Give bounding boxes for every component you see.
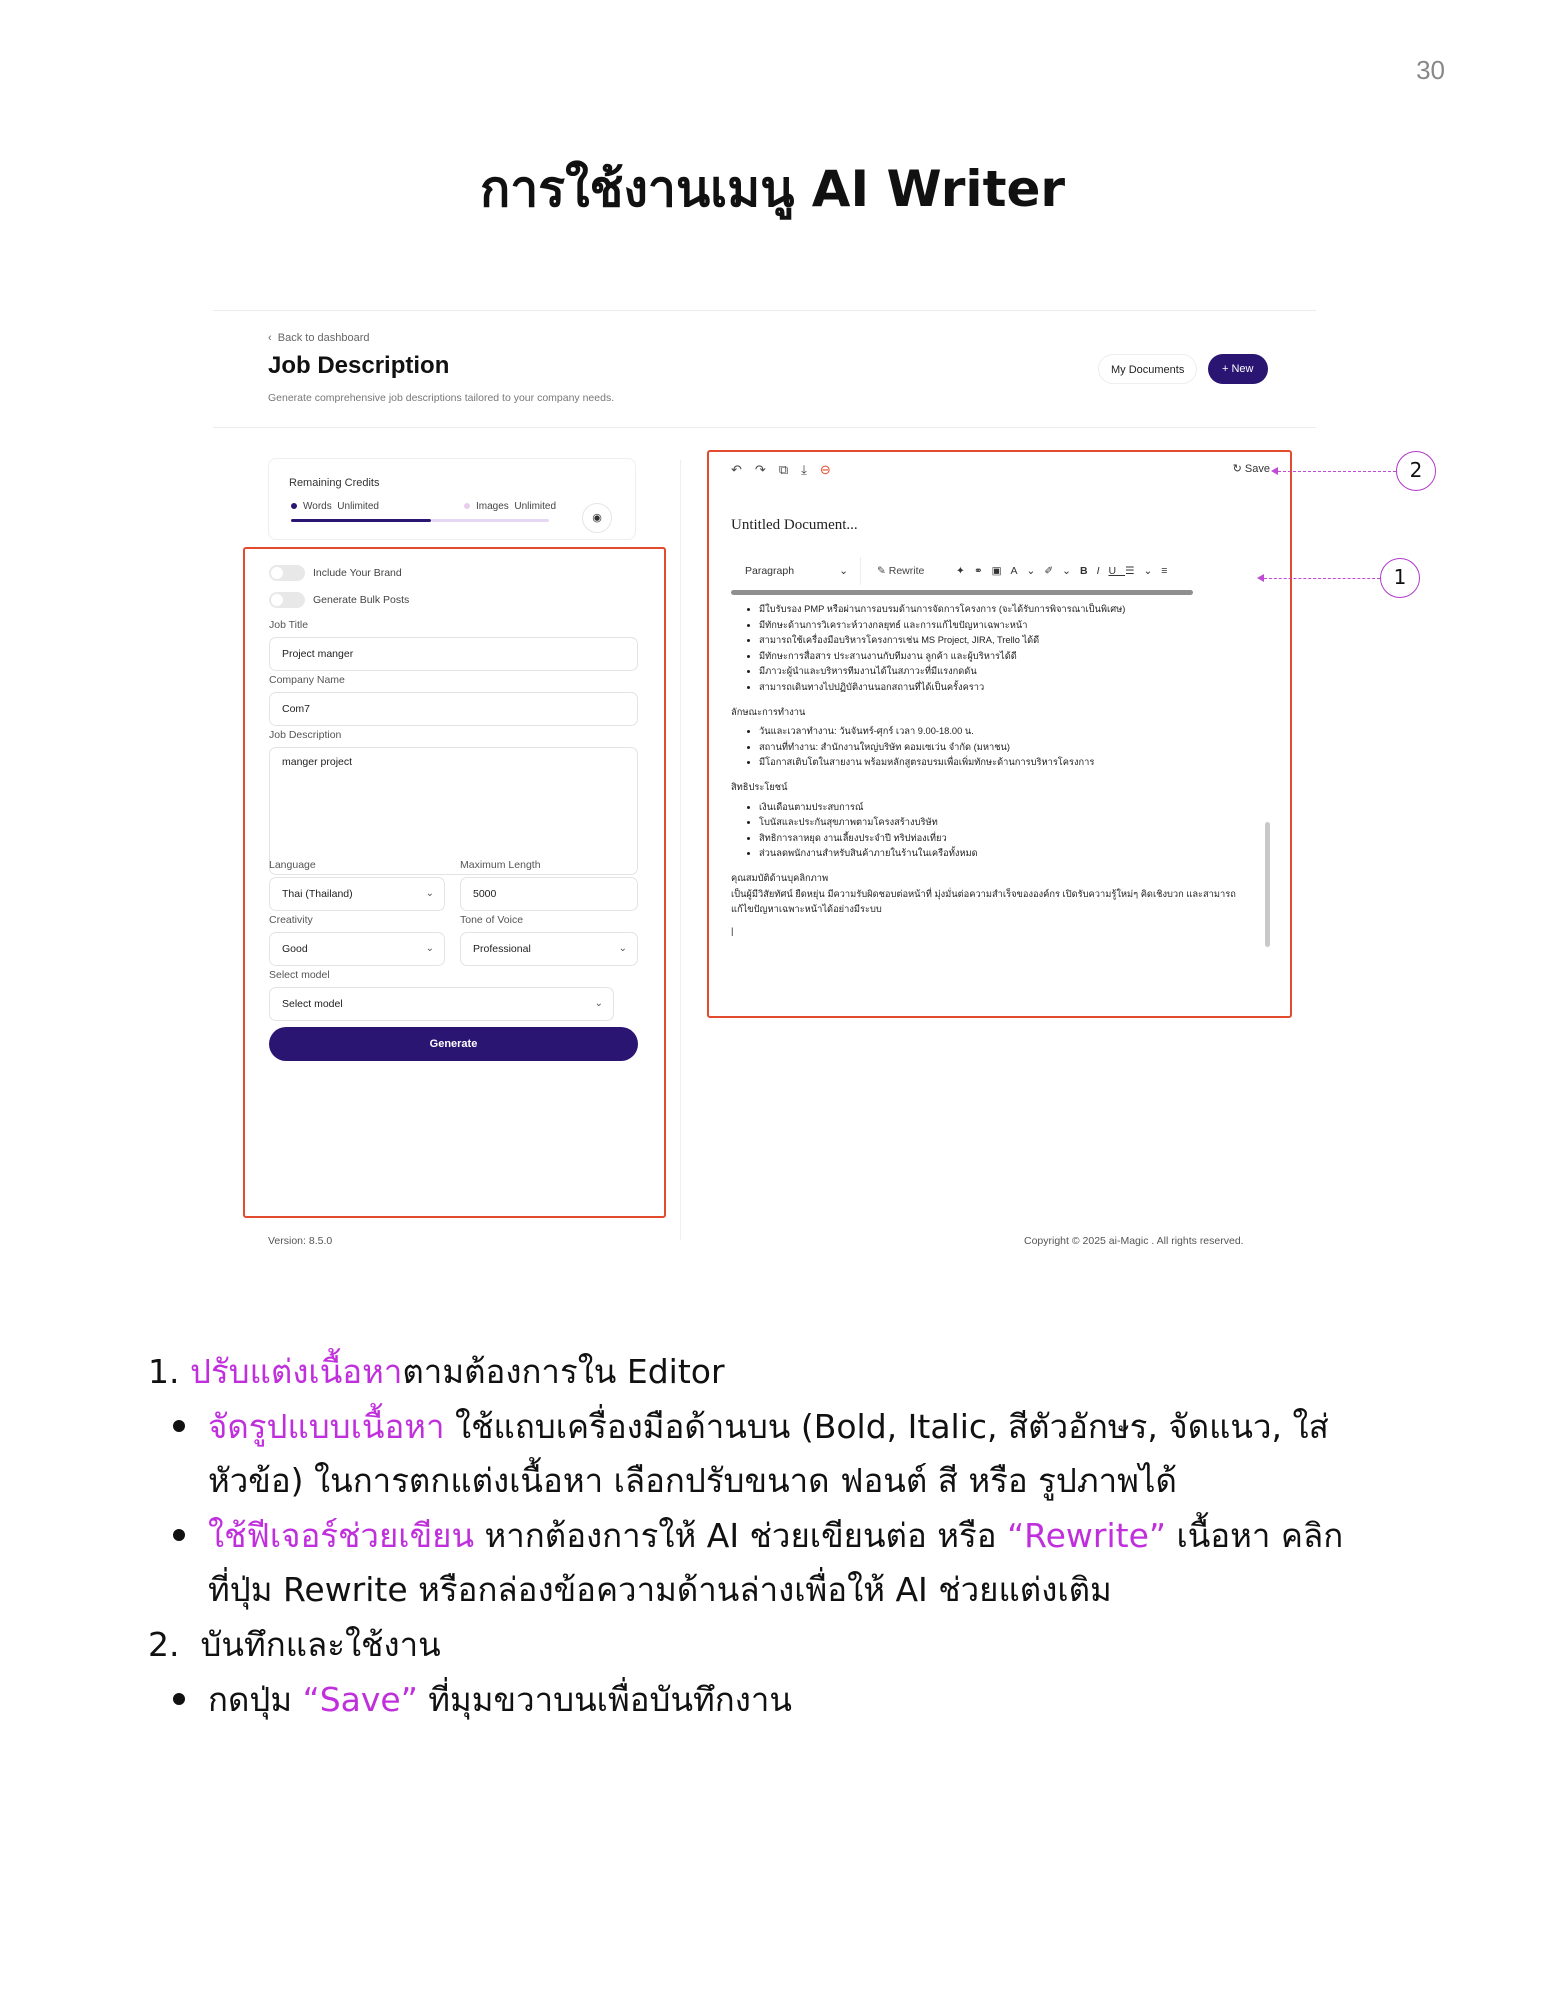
- images-credit: Images Unlimited: [464, 501, 556, 512]
- company-name-label: Company Name: [269, 674, 345, 686]
- list-item: • สามารถใช้เครื่องมือบริหารโครงการเช่น MS Project, JIRA, Trello ได้ดี: [759, 633, 1251, 649]
- bold-icon[interactable]: B: [1079, 565, 1097, 577]
- text-color-icon[interactable]: A⌄: [1010, 565, 1045, 577]
- images-dot-icon: [464, 503, 470, 509]
- bullet-icon: [173, 1529, 185, 1541]
- list-item: • สถานที่ทำงาน: สำนักงานใหญ่บริษัท คอมเซเว่น จำกัด (มหาชน): [759, 740, 1251, 756]
- job-title-label: Job Title: [269, 619, 309, 631]
- callout-arrow-1: [1257, 574, 1264, 582]
- generate-button[interactable]: Generate: [269, 1027, 638, 1061]
- back-link-label: Back to dashboard: [277, 332, 370, 344]
- top-divider: [213, 310, 1316, 311]
- tone-label: Tone of Voice: [460, 914, 524, 926]
- toggle-switch[interactable]: [269, 592, 305, 608]
- instruction-bullet-3: กดปุ่ม “Save” ที่มุมขวาบนเพื่อบันทึกงาน: [148, 1673, 1408, 1727]
- highlight-text: “Rewrite”: [1007, 1516, 1166, 1555]
- list-item: • เงินเดือนตามประสบการณ์: [759, 800, 1251, 816]
- section-heading: คุณสมบัติด้านบุคลิกภาพ: [731, 872, 829, 883]
- editor-top-actions: [731, 462, 844, 478]
- model-select[interactable]: Select model ⌄: [269, 987, 614, 1021]
- ai-writer-screenshot: [213, 310, 1316, 1260]
- highlight-icon[interactable]: ✐⌄: [1044, 565, 1080, 577]
- callout-line-1: [1264, 578, 1380, 579]
- include-brand-toggle[interactable]: Include Your Brand: [269, 565, 402, 581]
- save-button[interactable]: ↻ Save: [1232, 463, 1270, 475]
- personality-paragraph: เป็นผู้มีวิสัยทัศน์ ยืดหยุ่น มีความรับผิดชอบต่อหน้าที่ มุ่งมั่นต่อความสำเร็จขององค์กร เปิดรับความรู้ใหม่ๆ คิดเชิงบวก และสามารถแก้ไขปัญหาเฉพาะหน้าได้อย่างมีระบบ: [731, 888, 1236, 915]
- language-label: Language: [269, 859, 316, 871]
- column-divider: [680, 460, 681, 1240]
- callout-badge-1: 1: [1380, 558, 1420, 598]
- company-name-input[interactable]: Com7: [269, 692, 638, 726]
- editor-scrollbar[interactable]: [1265, 822, 1270, 947]
- callout-badge-2: 2: [1396, 451, 1436, 491]
- list-item: • ส่วนลดพนักงานสำหรับสินค้าภายในร้านในเครือทั้งหมด: [759, 846, 1251, 862]
- select-model-label: Select model: [269, 969, 330, 981]
- credits-title: Remaining Credits: [289, 477, 380, 489]
- version-text: Version: 8.5.0: [268, 1235, 333, 1247]
- bulk-posts-toggle[interactable]: Generate Bulk Posts: [269, 592, 409, 608]
- toolbar-scrollbar[interactable]: [731, 590, 1193, 595]
- language-select[interactable]: Thai (Thailand) ⌄: [269, 877, 445, 911]
- chevron-down-icon: ⌄: [618, 943, 627, 954]
- editor-content[interactable]: [731, 602, 1251, 1007]
- toggle-switch[interactable]: [269, 565, 305, 581]
- italic-icon[interactable]: I: [1096, 565, 1109, 577]
- highlight-text: จัดรูปแบบเนื้อหา: [208, 1407, 445, 1446]
- qualification-list: [731, 602, 1251, 696]
- header-divider: [213, 427, 1316, 428]
- my-documents-button[interactable]: My Documents: [1098, 354, 1197, 384]
- remaining-credits-card: [268, 458, 636, 540]
- instruction-item-2: 2. บันทึกและใช้งาน: [148, 1625, 441, 1664]
- formatting-toolbar: [731, 557, 1261, 587]
- instruction-item-1: 1. ปรับแต่งเนื้อหาตามต้องการใน Editor: [148, 1352, 725, 1391]
- job-description-textarea[interactable]: manger project: [269, 747, 638, 875]
- bullet-icon: [173, 1693, 185, 1705]
- bullet-icon: [173, 1420, 185, 1432]
- section-heading: ลักษณะการทำงาน: [731, 706, 806, 717]
- chevron-down-icon: ⌄: [425, 943, 434, 954]
- copy-icon[interactable]: ⧉: [778, 462, 802, 477]
- chevron-down-icon: ⌄: [594, 998, 603, 1009]
- benefits-list: [731, 800, 1251, 862]
- list-item: • สามารถเดินทางไปปฏิบัติงานนอกสถานที่ได้เป็นครั้งคราว: [759, 680, 1251, 696]
- job-description-label: Job Description: [269, 729, 342, 741]
- words-dot-icon: [291, 503, 297, 509]
- list-item: • มีทักษะการสื่อสาร ประสานงานกับทีมงาน ลูกค้า และผู้บริหารได้ดี: [759, 649, 1251, 665]
- list-item: • มีภาวะผู้นำและบริหารทีมงานได้ในสภาวะที่มีแรงกดดัน: [759, 664, 1251, 680]
- work-style-list: [731, 724, 1251, 771]
- copyright-text: Copyright © 2025 ai-Magic . All rights reserved.: [1024, 1235, 1244, 1247]
- page-number: 30: [1416, 55, 1445, 85]
- toolbar-icons: [956, 557, 1176, 585]
- numbered-list-icon[interactable]: ≡: [1161, 565, 1177, 577]
- chevron-down-icon: ⌄: [425, 888, 434, 899]
- new-button[interactable]: + New: [1208, 354, 1268, 384]
- job-description-title: Job Description: [268, 352, 450, 379]
- callout-arrow-2: [1271, 467, 1278, 475]
- list-item: • โบนัสและประกันสุขภาพตามโครงสร้างบริษัท: [759, 815, 1251, 831]
- generator-form: [243, 547, 666, 1218]
- bullet-list-icon[interactable]: ☰⌄: [1125, 565, 1162, 577]
- instruction-bullet-2: ใช้ฟีเจอร์ช่วยเขียน หากต้องการให้ AI ช่วยเขียนต่อ หรือ “Rewrite” เนื้อหา คลิก ที่ปุ่ม Rewrite หรือกล่องข้อความด้านล่างเพื่อให้ AI ช่วยแต่งเติม: [148, 1509, 1408, 1617]
- highlight-text: “Save”: [302, 1680, 418, 1719]
- text-cursor: |: [731, 925, 734, 936]
- callout-line-2: [1278, 471, 1396, 472]
- list-item: • มีใบรับรอง PMP หรือผ่านการอบรมด้านการจัดการโครงการ (จะได้รับการพิจารณาเป็นพิเศษ): [759, 602, 1251, 618]
- pen-icon: ✎: [877, 565, 886, 577]
- link-icon[interactable]: ⚭: [973, 565, 992, 577]
- refresh-icon: ↻: [1232, 463, 1242, 475]
- list-item: • มีทักษะด้านการวิเคราะห์วางกลยุทธ์ และการแก้ไขปัญหาเฉพาะหน้า: [759, 618, 1251, 634]
- highlight-text: ใช้ฟีเจอร์ช่วยเขียน: [208, 1516, 475, 1555]
- list-item: • วันและเวลาทำงาน: วันจันทร์-ศุกร์ เวลา 9.00-18.00 น.: [759, 724, 1251, 740]
- instruction-bullet-1: จัดรูปแบบเนื้อหา ใช้แถบเครื่องมือด้านบน (Bold, Italic, สีตัวอักษร, จัดแนว, ใส่ หัวข้อ) ในการตกแต่งเนื้อหา เลือกปรับขนาด ฟอนต์ สี หรือ รูปภาพได้: [148, 1400, 1408, 1508]
- back-to-dashboard-link[interactable]: ‹ Back to dashboard: [268, 332, 370, 344]
- list-item: • มีโอกาสเติบโตในสายงาน พร้อมหลักสูตรอบรมเพื่อเพิ่มทักษะด้านการบริหารโครงการ: [759, 755, 1251, 771]
- undo-icon[interactable]: ↶: [731, 462, 755, 477]
- paragraph-select[interactable]: Paragraph ⌄: [731, 557, 861, 585]
- highlight-text: ปรับแต่งเนื้อหา: [190, 1352, 403, 1391]
- redo-icon[interactable]: ↷: [754, 462, 779, 477]
- words-progress-bar: [291, 519, 431, 522]
- eye-icon[interactable]: ◉: [582, 503, 612, 533]
- document-title[interactable]: Untitled Document...: [731, 517, 858, 533]
- rewrite-button[interactable]: ✎ Rewrite: [877, 565, 925, 577]
- max-length-input[interactable]: 5000: [460, 877, 638, 911]
- max-length-label: Maximum Length: [460, 859, 541, 871]
- image-icon[interactable]: ▣: [991, 565, 1011, 577]
- creativity-label: Creativity: [269, 914, 313, 926]
- underline-icon[interactable]: U: [1108, 565, 1126, 577]
- images-progress-bar: [431, 519, 549, 522]
- tone-select[interactable]: Professional ⌄: [460, 932, 638, 966]
- chevron-down-icon: ⌄: [839, 565, 848, 577]
- job-description-subtitle: Generate comprehensive job descriptions tailored to your company needs.: [268, 392, 615, 404]
- sparkle-icon[interactable]: ✦: [956, 565, 974, 577]
- clear-icon[interactable]: ⊖: [819, 462, 844, 477]
- section-heading: สิทธิประโยชน์: [731, 781, 788, 792]
- document-editor: [707, 450, 1292, 1018]
- words-credit: Words Unlimited: [291, 501, 379, 512]
- page-title: การใช้งานเมนู AI Writer: [479, 160, 1066, 218]
- creativity-select[interactable]: Good ⌄: [269, 932, 445, 966]
- list-item: • สิทธิการลาหยุด งานเลี้ยงประจำปี ทริปท่องเที่ยว: [759, 831, 1251, 847]
- job-title-input[interactable]: Project manger: [269, 637, 638, 671]
- download-icon[interactable]: ⤓: [801, 462, 820, 477]
